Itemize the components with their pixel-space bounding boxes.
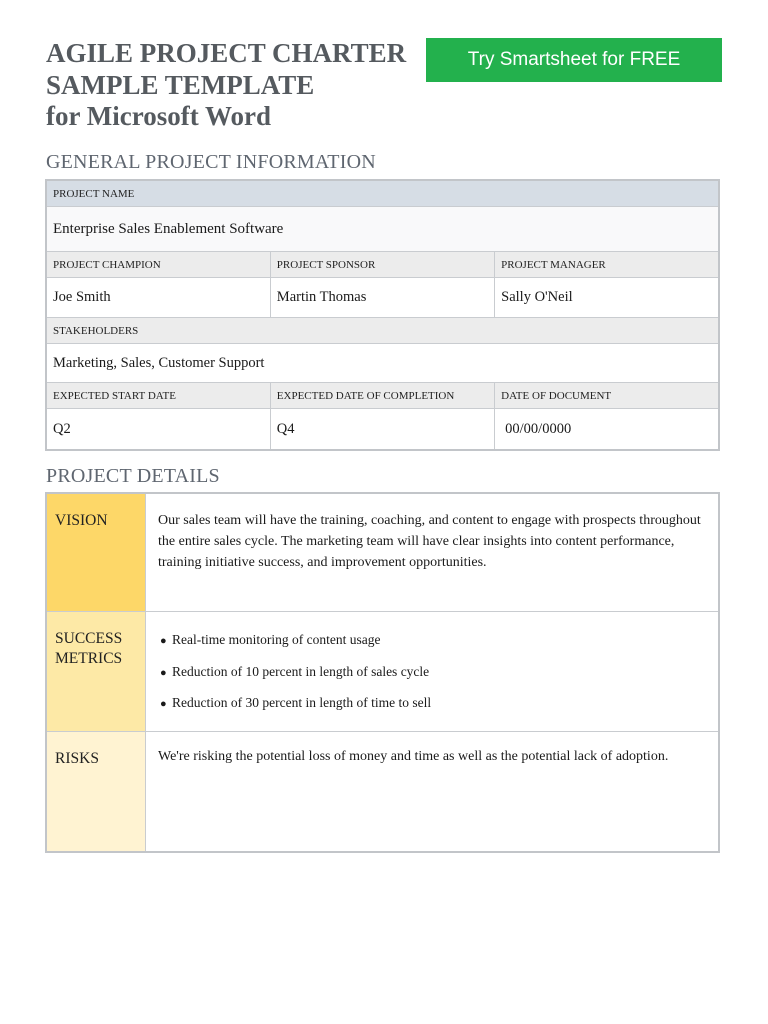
success-metrics-label-line-1: SUCCESS: [55, 630, 123, 647]
success-metrics-list: [158, 625, 708, 720]
vision-label: VISION: [46, 493, 146, 612]
general-info-table: [45, 179, 720, 451]
expected-start-label: EXPECTED START DATE: [46, 383, 270, 409]
metric-text: Real-time monitoring of content usage: [172, 632, 381, 647]
table-row: [46, 318, 719, 344]
stakeholders-label: STAKEHOLDERS: [46, 318, 719, 344]
project-champion-value[interactable]: Joe Smith: [46, 278, 270, 318]
title-line-2: SAMPLE TEMPLATE: [46, 69, 315, 100]
table-row: [46, 383, 719, 409]
metric-text: Reduction of 30 percent in length of time to sell: [172, 695, 432, 710]
success-metrics-label: [46, 612, 146, 732]
bullet-icon: ●: [160, 698, 167, 710]
document-date-label: DATE OF DOCUMENT: [495, 383, 719, 409]
try-smartsheet-button[interactable]: Try Smartsheet for FREE: [426, 38, 722, 82]
table-row: [46, 207, 719, 252]
project-champion-label: PROJECT CHAMPION: [46, 252, 270, 278]
title-line-1: AGILE PROJECT CHARTER: [46, 38, 407, 68]
vision-text[interactable]: Our sales team will have the training, coaching, and content to engage with prospects throughout the entire sales cycle. The marketing team will have clear insights into content performance, training initiative success, and improvement opportunities.: [146, 493, 720, 612]
project-name-value[interactable]: Enterprise Sales Enablement Software: [46, 207, 719, 252]
table-row: [46, 278, 719, 318]
project-details-table: [45, 492, 720, 853]
expected-completion-value[interactable]: Q4: [270, 409, 494, 451]
project-sponsor-label: PROJECT SPONSOR: [270, 252, 494, 278]
project-manager-value[interactable]: Sally O'Neil: [495, 278, 719, 318]
list-item: [158, 688, 708, 720]
project-details-heading: PROJECT DETAILS: [46, 465, 220, 487]
bullet-icon: ●: [160, 635, 167, 647]
table-row: [46, 409, 719, 451]
project-name-label: PROJECT NAME: [46, 180, 719, 207]
expected-completion-label: EXPECTED DATE OF COMPLETION: [270, 383, 494, 409]
table-row: [46, 612, 719, 732]
table-row: [46, 732, 719, 853]
document-title: [46, 38, 406, 133]
metric-text: Reduction of 10 percent in length of sales cycle: [172, 663, 430, 679]
list-item: [158, 625, 708, 657]
risks-label: RISKS: [46, 732, 146, 853]
document-date-value[interactable]: 00/00/0000: [495, 409, 719, 451]
project-sponsor-value[interactable]: Martin Thomas: [270, 278, 494, 318]
expected-start-value[interactable]: Q2: [46, 409, 270, 451]
table-row: [46, 344, 719, 383]
success-metrics-label-line-2: METRICS: [55, 650, 123, 667]
table-row: [46, 493, 719, 612]
general-info-heading: GENERAL PROJECT INFORMATION: [46, 151, 376, 173]
success-metrics-content[interactable]: [146, 612, 720, 732]
table-row: [46, 180, 719, 207]
stakeholders-value[interactable]: Marketing, Sales, Customer Support: [46, 344, 719, 383]
title-line-3: for Microsoft Word: [46, 101, 271, 131]
list-item: [158, 657, 708, 689]
table-row: [46, 252, 719, 278]
bullet-icon: ●: [160, 666, 167, 679]
risks-text[interactable]: We're risking the potential loss of money and time as well as the potential lack of adoption.: [146, 732, 720, 853]
project-manager-label: PROJECT MANAGER: [495, 252, 719, 278]
